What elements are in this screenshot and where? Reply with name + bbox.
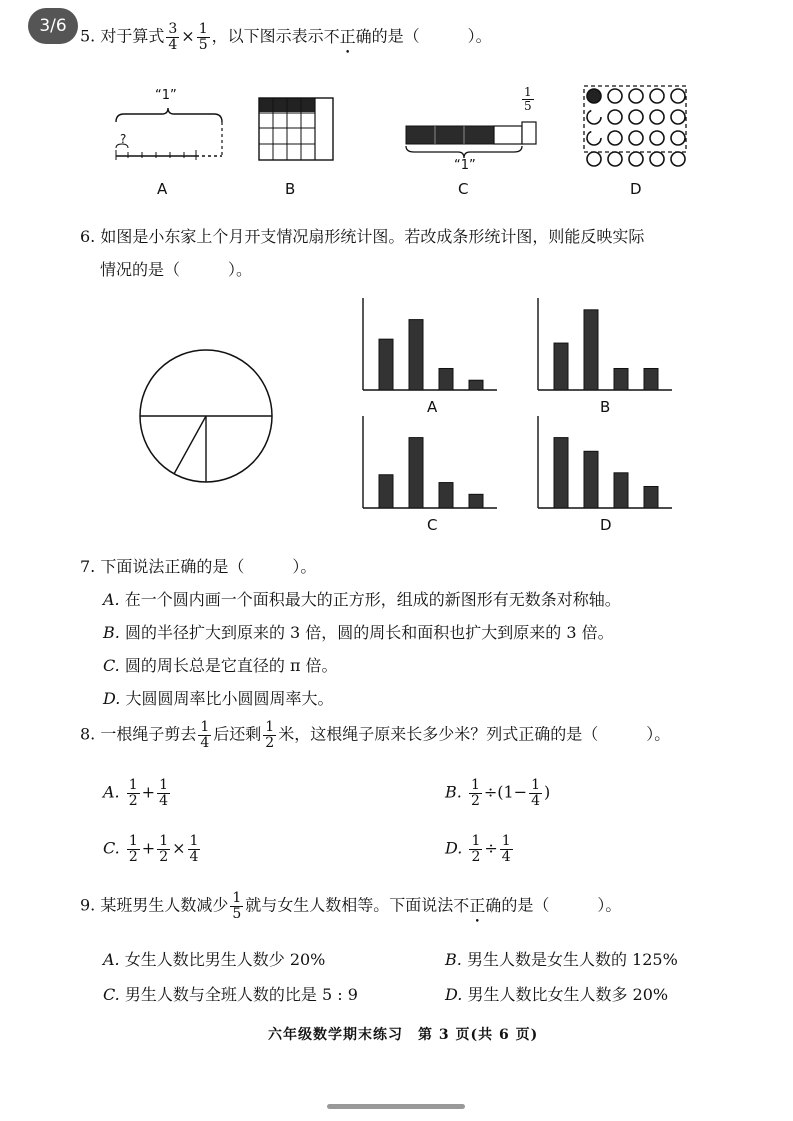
chart-bar (439, 483, 453, 508)
q6-bar-chart-c (355, 412, 505, 512)
question-8-stem: 8. 一根绳子剪去 $\frac{1}{4}$ 后还剩 $\frac{1}{2}$ 米，这根绳子原来长多少米？列式正确的是（ ）。 (80, 719, 671, 751)
chart-bar (409, 320, 423, 390)
q5-fig-d-circle (587, 89, 601, 103)
q5-figure-d (582, 84, 690, 176)
q5-option-a-label[interactable]: A (157, 180, 168, 198)
q5-figure-b (258, 97, 334, 161)
question-6-line-2: 情况的是（ ）。 (100, 260, 253, 279)
question-7-stem: 7. 下面说法正确的是（ ）。 (80, 557, 317, 576)
chart-bar (469, 380, 483, 390)
q8-fraction-2: $\frac{1}{2}$ (265, 719, 275, 751)
q9-emphasis: 不正确 (453, 895, 502, 915)
q6-bar-chart-d (530, 412, 680, 512)
chart-bar (379, 339, 393, 390)
q9-option-a[interactable]: A. 女生人数比男生人数少 20% (103, 950, 326, 969)
chart-bar (409, 438, 423, 508)
q6-chart-b-label[interactable]: B (600, 398, 611, 416)
page-indicator-badge: 3/6 (28, 8, 78, 44)
q8-option-a[interactable]: A. $\frac{1}{2}$ + $\frac{1}{4}$ (103, 777, 168, 809)
q5-prefix: 5. 对于算式 (80, 26, 165, 46)
q5-fig-d-circle (608, 152, 622, 166)
q8-option-b[interactable]: B. $\frac{1}{2}$ ÷(1− $\frac{1}{4}$ ) (445, 777, 551, 809)
q5-fig-d-circle (608, 131, 622, 145)
q5-fig-d-circle (608, 110, 622, 124)
q7-option-b[interactable]: B. 圆的半径扩大到原来的 3 倍，圆的周长和面积也扩大到原来的 3 倍。 (103, 623, 614, 642)
q5-fig-d-circle (650, 131, 664, 145)
q5-fig-d-circle (650, 89, 664, 103)
q5-fig-c-label: “1” (454, 158, 476, 173)
q5-fig-d-circle (650, 110, 664, 124)
q5-fraction-1: $\frac{3}{4}$ (168, 21, 178, 53)
q9-option-c[interactable]: C. 男生人数与全班人数的比是 5 : 9 (103, 985, 358, 1004)
chart-bar (439, 368, 453, 390)
q5-fig-a-question-mark: ? (120, 132, 127, 146)
q5-option-b-label[interactable]: B (285, 180, 296, 198)
chart-bar (584, 310, 598, 390)
q5-fig-d-circle (671, 152, 685, 166)
chart-bar (614, 368, 628, 390)
q5-suffix: 的是（ ）。 (371, 26, 492, 46)
question-9-stem: 9. 某班男生人数减少 $\frac{1}{5}$ 就与女生人数相等。下面说法不正确的是（ ）。 (80, 890, 622, 922)
chart-bar (554, 343, 568, 390)
q8-fraction-1: $\frac{1}{4}$ (200, 719, 210, 751)
chart-bar (554, 438, 568, 508)
question-6-line-1: 6. 如图是小东家上个月开支情况扇形统计图。若改成条形统计图，则能反映实际 (80, 227, 645, 246)
q6-chart-c-label[interactable]: C (427, 516, 438, 534)
question-5-stem (80, 22, 492, 52)
q5-fig-d-circle (587, 110, 601, 124)
home-indicator-bar[interactable] (327, 1104, 465, 1109)
q5-fig-d-circle (671, 110, 685, 124)
q5-fig-d-circle (629, 89, 643, 103)
chart-bar (469, 494, 483, 508)
q9-fraction: $\frac{1}{5}$ (232, 890, 242, 922)
q6-chart-d-label[interactable]: D (600, 516, 612, 534)
q7-option-d[interactable]: D. 大圆圆周率比小圆圆周率大。 (103, 689, 334, 708)
q5-fig-d-circle (671, 89, 685, 103)
q5-mid: ，以下图示表示 (211, 26, 324, 46)
chart-bar (614, 473, 628, 508)
q5-emphasis: 不正确 (323, 26, 372, 46)
q5-option-c-label[interactable]: C (458, 180, 469, 198)
q5-figure-c (402, 86, 552, 176)
q5-option-d-label[interactable]: D (630, 180, 642, 198)
q5-fig-a-label: “1” (155, 88, 177, 103)
q5-figure-a (110, 88, 230, 168)
q6-bar-chart-a (355, 294, 505, 394)
q9-option-b[interactable]: B. 男生人数是女生人数的 125% (445, 950, 678, 969)
q5-fig-a-diagram (110, 88, 230, 168)
chart-bar (584, 451, 598, 508)
q6-chart-a-label[interactable]: A (427, 398, 438, 416)
q6-pie-chart (138, 348, 274, 484)
q9-option-d[interactable]: D. 男生人数比女生人数多 20% (445, 985, 669, 1004)
q5-fig-d-circle (629, 152, 643, 166)
q8-option-c[interactable]: C. $\frac{1}{2}$ + $\frac{1}{2}$ × $\frac{1}{4}$ (103, 833, 199, 865)
q7-option-c[interactable]: C. 圆的周长总是它直径的 π 倍。 (103, 656, 338, 675)
q8-option-d[interactable]: D. $\frac{1}{2}$ ÷ $\frac{1}{4}$ (445, 833, 511, 865)
q5-fig-d-circle (671, 131, 685, 145)
chart-bar (644, 368, 658, 390)
q5-fig-d-circle (650, 152, 664, 166)
q6-bar-chart-b (530, 294, 680, 394)
q5-fig-d-circle (587, 131, 601, 145)
q5-fig-d-circle (608, 89, 622, 103)
page-footer: 六年级数学期末练习 第 3 页(共 6 页) (268, 1027, 539, 1043)
q5-fig-d-circle (629, 110, 643, 124)
q5-times: × (181, 26, 195, 46)
q5-fig-d-circle (629, 131, 643, 145)
q7-option-a[interactable]: A. 在一个圆内画一个面积最大的正方形，组成的新图形有无数条对称轴。 (103, 590, 621, 609)
q5-fig-c-fraction: $\frac{1}{5}$ (524, 85, 532, 113)
q5-fig-d-circle (587, 152, 601, 166)
chart-bar (644, 486, 658, 508)
chart-bar (379, 475, 393, 508)
q5-fraction-2: $\frac{1}{5}$ (198, 21, 208, 53)
